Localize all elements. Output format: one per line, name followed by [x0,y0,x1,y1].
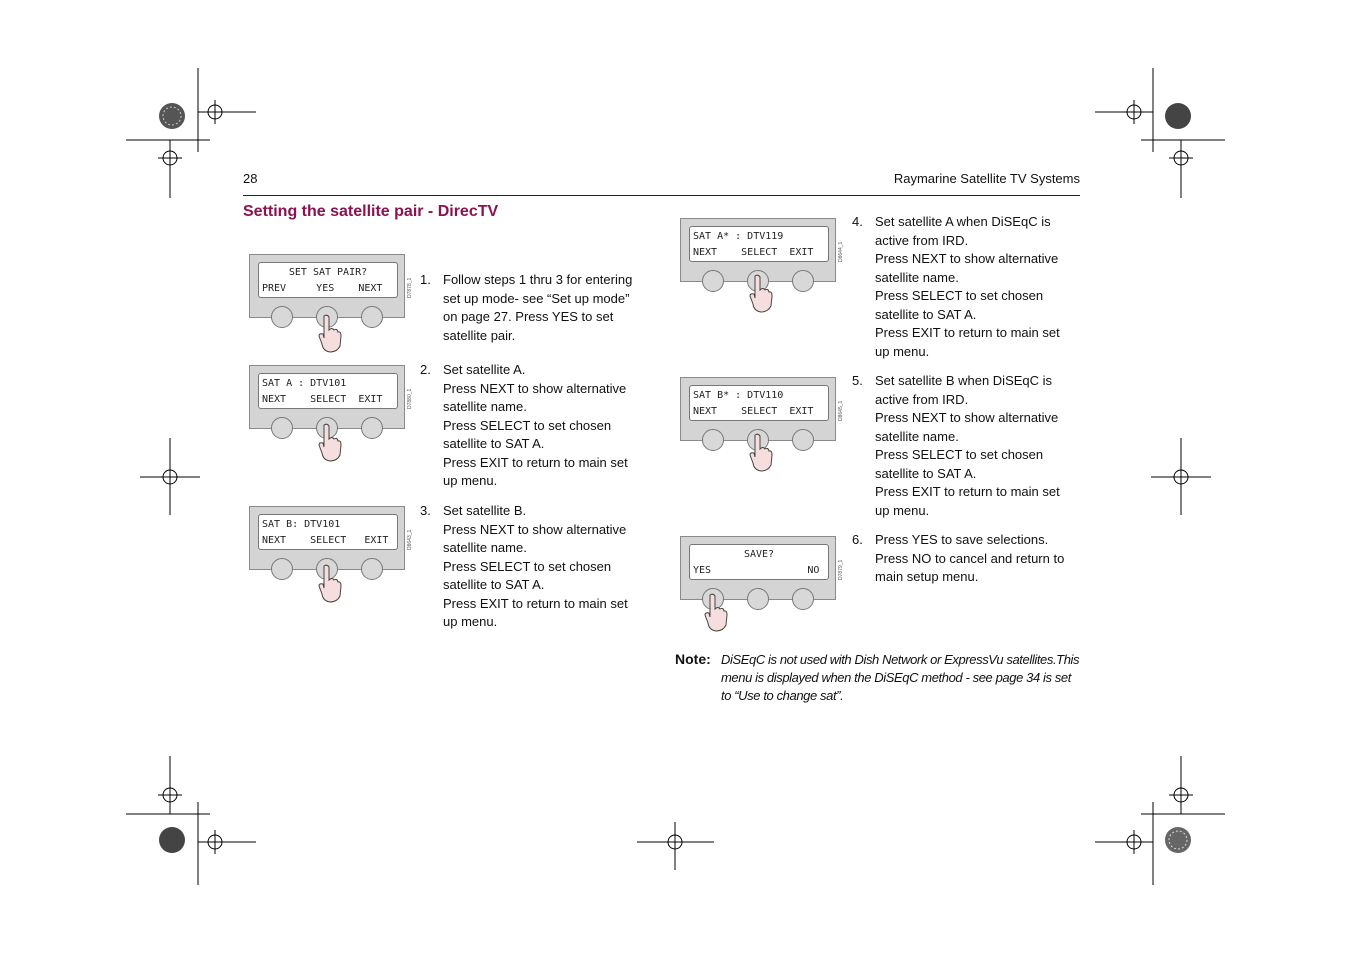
lcd-line-2: NEXT SELECT EXIT [693,406,814,417]
lcd-line-1: SAVE? [743,549,775,560]
lcd-line-2: NEXT SELECT EXIT [262,394,383,405]
lcd-screen [689,544,829,580]
step-text: Press SELECT to set chosen satellite to SAT A. [875,288,1044,322]
step-1 [420,271,635,345]
lcd-line-2: NEXT SELECT EXIT [262,535,389,546]
step-number: 2. [420,362,431,377]
step-text: Press YES to save selections. [875,532,1049,547]
step-number: 6. [852,532,863,547]
step-text: Follow steps 1 thru 3 for entering set up mode- see “Set up mode” on page 27. Press YES to set satellite pair. [443,272,633,343]
step-text: Press SELECT to set chosen satellite to SAT A. [443,558,612,592]
step-3 [420,502,635,632]
pointing-hand-icon [317,314,343,354]
step-text: Press NEXT to show alternative satellite name. [875,410,1059,444]
lcd-line-1: SAT B: DTV101 [262,519,341,530]
left-key[interactable] [271,306,293,328]
right-key[interactable] [792,429,814,451]
running-title: Raymarine Satellite TV Systems [893,171,1080,186]
figure-id: D7878_1 [407,277,413,298]
right-key[interactable] [361,417,383,439]
pointing-hand-icon [748,433,774,473]
page-number: 28 [243,171,258,186]
step-text: Press SELECT to set chosen satellite to SAT A. [875,447,1044,481]
step-number: 3. [420,503,431,518]
lcd-line-1: SAT A* : DTV119 [693,231,784,242]
left-key[interactable] [271,558,293,580]
step-text: Press EXIT to return to main set up menu. [875,325,1060,359]
step-text: Press EXIT to return to main set up menu. [443,454,628,488]
pointing-hand-icon [703,593,729,633]
step-number: 5. [852,373,863,388]
step-text: Set satellite A when DiSEqC is active from IRD. [875,214,1051,248]
pointing-hand-icon [748,274,774,314]
step-text: Set satellite B when DiSEqC is active from IRD. [875,373,1053,407]
step-2 [420,361,635,491]
note-text: DiSEqC is not used with Dish Network or ExpressVu satellites.This menu is displayed when the DiSEqC method - see page 34 is set to “Use to change sat”. [721,652,1080,703]
left-key[interactable] [271,417,293,439]
step-text: Press NO to cancel and return to main setup menu. [875,550,1065,584]
lcd-line-1: SAT B* : DTV110 [693,390,784,401]
step-5 [852,372,1077,520]
lcd-screen [258,373,398,409]
step-text: Press SELECT to set chosen satellite to SAT A. [443,417,612,451]
lcd-line-1: SET SAT PAIR? [288,267,368,278]
step-text: Press EXIT to return to main set up menu. [443,595,628,629]
left-key[interactable] [702,429,724,451]
middle-key[interactable] [747,588,769,610]
pointing-hand-icon [317,423,343,463]
section-title: Setting the satellite pair - DirecTV [243,203,499,220]
figure-id: D8643_1 [407,529,413,550]
lcd-line-1: SAT A : DTV101 [262,378,347,389]
lcd-line-2: PREV YES NEXT [262,283,383,294]
lcd-screen [689,226,829,262]
pointing-hand-icon [317,564,343,604]
step-text: Press EXIT to return to main set up menu. [875,484,1060,518]
step-text: Press NEXT to show alternative satellite name. [443,521,627,555]
figure-id: D8644_1 [838,241,844,262]
right-key[interactable] [792,270,814,292]
right-key[interactable] [361,306,383,328]
step-4 [852,213,1077,361]
lcd-line-2: YES NO [693,565,820,576]
lcd-screen [689,385,829,421]
left-key[interactable] [702,270,724,292]
step-text: Set satellite A. [443,362,526,377]
figure-id: D7879_1 [838,559,844,580]
step-text: Press NEXT to show alternative satellite name. [443,380,627,414]
right-key[interactable] [361,558,383,580]
right-key[interactable] [792,588,814,610]
lcd-screen [258,514,398,550]
lcd-line-2: NEXT SELECT EXIT [693,247,814,258]
lcd-screen [258,262,398,298]
step-number: 4. [852,214,863,229]
header-rule [243,195,1080,196]
note-label: Note: [675,651,711,667]
figure-id: D8645_1 [838,400,844,421]
step-text: Press NEXT to show alternative satellite name. [875,251,1059,285]
figure-id: D7880_1 [407,388,413,409]
step-6 [852,531,1077,587]
step-number: 1. [420,272,431,287]
step-text: Set satellite B. [443,503,527,518]
